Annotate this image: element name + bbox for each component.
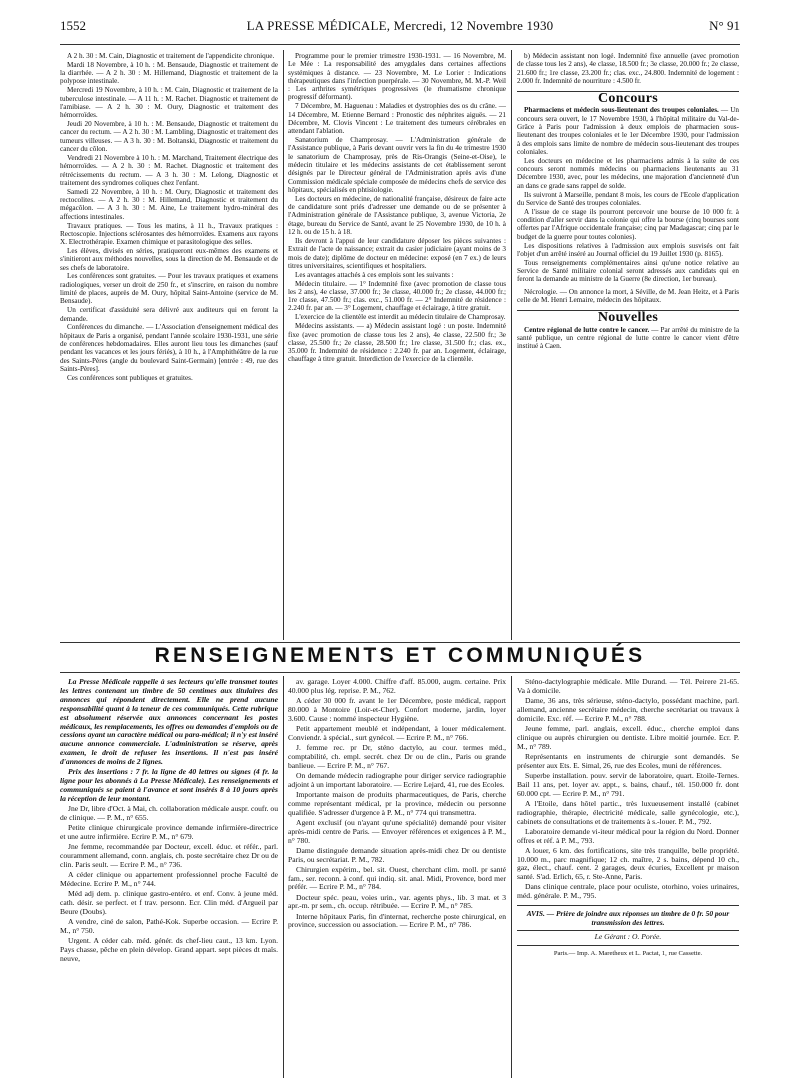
page-header (60, 18, 740, 40)
concours-paragraph: — Un concours sera ouvert, le 17 Novembre 1930, à l'hôpital militaire du Val-de-Grâce à Paris pour l'admission à deux emplois de pharmacien sous-lieutenant des troupes coloniales et le 1er Décembre 1930, pour l'admission à des emplois sans limite de nombre de médecin sous-lieutenant des troupes coloniales. (517, 106, 739, 156)
article-paragraph: Samedi 22 Novembre, à 10 h. : M. Oury, Diagnostic et traitement des rectocolites. — A 2 h. 30 : M. Hillemand, Diagnostic et traitement du mégacôlon. — A 3 h. 30 : M. Aine, Le traitement hydro-minéral des affections intestinales. (60, 187, 278, 221)
necrologie: Nécrologie. — On annonce la mort, à Séville, de M. Jean Heitz, et à Paris celle de M. Henri Lemaire, médecin des hôpitaux. (517, 287, 739, 304)
concours-paragraph: Les docteurs en médecine et les pharmaciens admis à la suite de ces concours seront nommés médecins ou pharmaciens lieutenants au 31 Décembre 1930, avec, pour les médecins, une majoration d'ancienneté d'un an dans ce grade sans rappel de solde. (517, 156, 739, 190)
concours-heading: Concours (598, 91, 658, 107)
article-paragraph: Mercredi 19 Novembre, à 10 h. : M. Cain, Diagnostic et traitement de la tuberculose intestinale. — A 11 h. : M. Rachet. Diagnostic et traitement de l'amibiase. — A 2 h. 30 : M. Oury, Diagnostic et traitement des hémorroïdes. (60, 86, 278, 120)
section-rule (517, 91, 739, 92)
classified-paragraph: Représentants en instruments de chirurgie sont demandés. Se présenter aux Ets. E. Simal, 26, rue des Ecoles, muni de références. (517, 751, 739, 770)
classified-paragraph: Interne hôpitaux Paris, fin d'internat, recherche poste chirurgical, en province, succession ou association. — Ecrire P. M., n° 786. (288, 911, 506, 930)
page-number: 1552 (60, 18, 86, 33)
column-2 (288, 52, 506, 640)
concours-subtitle: Pharmaciens et médecin sous-lieutenant des troupes coloniales. (524, 106, 719, 115)
classified-paragraph: A céder 30 000 fr. avant le 1er Décembre, poste médical, rapport 80.000 à Montoire (Loir-et-Cher). Confort moderne, jardin, loyer 3.600. Cause : nommé inspecteur Hygiène. (288, 696, 506, 723)
classified-paragraph: av. garage. Loyer 4.000. Chiffre d'aff. 85.000, augm. certaine. Prix 40.000 plus lég. reprise. P. M., 762. (288, 678, 506, 695)
classified-paragraph: Laboratoire demande vi-iteur médical pour la région du Nord. Donner offres et réf. à P. M., 793. (517, 826, 739, 845)
article-paragraph: 7 Décembre, M. Haguenau : Maladies et dystrophies des os du crâne. — 14 Décembre, M. Etienne Bernard : Pronostic des néphrites aiguës. — 21 Décembre, M. Clovis Vincent : Le traitement des tumeurs cérébrales en attendant l'ablation. (288, 102, 506, 136)
classified-paragraph: La Presse Médicale rappelle à ses lecteurs qu'elle transmet toutes les lettres contenant un timbre de 50 centimes aux titulaires des annonces qui répondent directement. Elle ne prend aucune responsabilité quant à la teneur de ces communiqués. Cette rubrique est absolument réservée aux annonces concernant les postes médicaux, les remplacements, les offres ou demandes d'emplois ou de cessions ayant un caractère médical ou para-médical; il n'y est inséré aucune annonce commerciale. L'administration se réserve, après examen, le droit de refuser les insertions. Il n'est pas inséré d'annonces de moins de 2 lignes. (60, 678, 278, 767)
concours-paragraph: A l'issue de ce stage ils pourront percevoir une bourse de 10 000 fr. à condition d'aller servir dans la colonie qui offre la bourse (cinq bourses sont offertes par l'Afrique occidentale française; cinq par Madagascar; cinq par le budget de la guerre pour toutes colonies). (517, 207, 739, 241)
article-paragraph: Les avantages attachés à ces emplois sont les suivants : (295, 270, 454, 279)
column-3 (517, 52, 739, 640)
classified-paragraph: Urgent. A céder cab. méd. génér. ds chef-lieu caut., 13 km. Lyon. Pays chasse, pêche en plein dévelop. Grand appart. sept pièces dt maïs. neuve, (60, 935, 278, 963)
header-rule (60, 44, 740, 45)
nouvelles-heading: Nouvelles (597, 310, 659, 326)
concours-paragraph: Ils suivront à Marseille, pendant 8 mois, les cours de l'Ecole d'application du Service de Santé des troupes coloniales. (517, 190, 739, 207)
column-divider (511, 676, 512, 1078)
article-paragraph: Les conférences sont gratuites. — Pour les travaux pratiques et examens radiologiques, verser un droit de 250 fr., et s'inscrire, en raison du nombre limité de places, auprès de M. Oury, hôpital Saint-Antoine (service de M. Bensaude). (60, 272, 278, 306)
article-paragraph: Ces conférences sont publiques et gratuites. (67, 373, 193, 382)
classified-paragraph: Superbe installation. pouv. servir de laboratoire, quart. Etoile-Ternes. Bail 11 ans, pet. loyer av. appt., s. bains, chauf., tél. 150.000 fr. dont 60.000 cpt. — Ecrire P. M., n° 791. (517, 770, 739, 798)
classified-paragraph: Jeune femme, parl. anglais, excell. éduc., cherche emploi dans clinique ou auprès chirurgien ou dentiste. Libre moitié journée. Ecr. P. M., n° 789. (517, 723, 739, 751)
section-rule (517, 310, 739, 311)
article-paragraph: Jeudi 20 Novembre, à 10 h. : M. Bensaude, Diagnostic et traitement du cancer du rectum. — A 2 h. 30 : M. Lambling, Diagnostic et traitement des tumeurs villeuses. — A 3 h. 30 : M. Boltanski, Diagnostic et traitement du cancer du côlon. (60, 120, 278, 154)
article-paragraph: L'exercice de la clientèle est interdit au médecin titulaire de Champrosay. (295, 313, 506, 322)
column-divider (283, 676, 284, 1078)
avis-notice: AVIS. — Prière de joindre aux réponses un timbre de 0 fr. 50 pour transmission des lettres. (526, 909, 730, 928)
nouvelles-subtitle: Centre régional de lutte contre le cancer. (524, 325, 650, 334)
classifieds-column-2 (288, 678, 506, 1078)
concours-paragraph: Les dispositions relatives à l'admission aux emplois susvisés ont fait l'objet d'un arrêté inséré au Journal officiel du 19 Juillet 1930 (p. 8165). (517, 241, 739, 258)
journal-title: LA PRESSE MÉDICALE, Mercredi, 12 Novembre 1930 (246, 18, 554, 33)
section-rule (60, 672, 740, 673)
classified-paragraph: J. femme rec. pr Dr, sténo dactylo, au cour. termes méd., comptabilité, ch. empl. secrét. chez Dr ou de clin., Paris ou grande banlieue. — Ecrire P. M., n° 767. (288, 742, 506, 770)
classified-paragraph: Chirurgien expérim., bel. sit. Ouest, cherchant clim. moll. pr santé fam., ser. reconn. à conf. qui indiq. sit. anal. Midi, Provence, bord mer préfér. — Ecrire P. M., n° 784. (288, 864, 506, 892)
article-paragraph: Médecin titulaire. — 1° Indemnité fixe (avec promotion de classe tous les 2 ans), 4e classe, 37.000 fr.; 3e classe, 40.000 fr.; 2e classe, 44.000 fr.; 1re classe, 47.500 fr.; clas. exc., 51.000 fr. — 2° Indemnité de résidence : 2.240 fr. par an. — 3° Logement, chauffage et éclairage, à titre gratuit. (288, 279, 506, 313)
concours-paragraph: Tous renseignements complémentaires ainsi qu'une notice relative au Service de Santé militaire colonial seront adressés aux candidats qui en feront la demande au ministre de la Guerre (8e direction, 1er bureau). (517, 258, 739, 284)
article-paragraph: Mardi 18 Novembre, à 10 h. : M. Bensaude, Diagnostic et traitement de la diarrhée. — A 2 h. 30 : M. Hillemand, Diagnostic et traitement de la polypose intestinale. (60, 60, 278, 86)
section-rule (517, 930, 739, 931)
classifieds-column-1 (60, 678, 278, 1078)
classified-paragraph: Importante maison de produits pharmaceutiques, de Paris, cherche comme représentant médical, pr la province, médecin ou personne qualifiée. S'adresser d'urgence à P. M., n° 774 qui transmettra. (288, 789, 506, 817)
classified-paragraph: On demande médecin radiographe pour diriger service radiographie adjoint à un important laboratoire. — Ecrire Lejard, 41, rue des Ecoles. (288, 770, 506, 789)
article-paragraph: Sanatorium de Champrosay. — L'Administration générale de l'Assistance publique, à Paris devant ouvrir vers la fin du 4e trimestre 1930 le sanatorium de Champrosay, près de Ris-Orangis (Seine-et-Oise), le médecin titulaire et les médecins assistants de cet établissement seront désignés par le Directeur général de l'Administration après avis d'une Commission médicale spéciale composée de médecins chefs de service des hôpitaux, spécialisés en phtisiologie. (288, 136, 506, 194)
article-paragraph: Vendredi 21 Novembre à 10 h. : M. Marchand, Traitement électrique des hémorroïdes. — A 2 h. 30 : M. Rachet. Diagnostic et traitement des rétrécissements du rectum. — A 3 h. 30 : M. Lelong, Diagnostic et traitement des syndromes coliques chez l'enfant. (60, 153, 278, 187)
article-paragraph: Travaux pratiques. — Tous les matins, à 11 h., Travaux pratiques : Rectoscopie. Injections sclérosantes des hémorroïdes. Examens aux rayons X. Electrothérapie. Examen chimique et parasitologique des selles. (60, 221, 278, 247)
article-paragraph: Les docteurs en médecine, de nationalité française, désireux de faire acte de candidature sont priés d'adresser une demande ou de se présenter à l'Administration générale de l'Assistance publique, 3, avenue Victoria, 2e étage, bureau du Service de Santé, avant le 25 Novembre 1930, de 10 h. à 12 h. ou de 15 h. à 18. (288, 194, 506, 237)
classified-paragraph: Dame, 36 ans, très sérieuse, sténo-dactylo, possédant machine, parl. allemand, ancienne secrétaire médecin, cherche secrétariat ou travaux à domicile. Exc. réf. — Ecrire P. M., n° 788. (517, 696, 739, 723)
section-rule (517, 945, 739, 946)
classifieds-column-3 (517, 678, 739, 1078)
classified-paragraph: Dame distinguée demande situation après-midi chez Dr ou dentiste Paris, ou secrétariat. P. M., 782. (288, 845, 506, 864)
article-paragraph: Un certificat d'assiduité sera délivré aux auditeurs qui en feront la demande. (60, 306, 278, 323)
classified-paragraph: Petite clinique chirurgicale province demande infirmière-directrice et une autre infirmière. Ecrire P. M., n° 679. (60, 823, 278, 841)
nouvelles-body: — Par arrêté du ministre de la santé publique, un centre régional de lutte contre le cancer vient d'être institué à Caen. (517, 325, 739, 351)
section-rule (517, 905, 739, 906)
article-paragraph: A 2 h. 30 : M. Cain, Diagnostic et traitement de l'appendicite chronique. (67, 52, 275, 60)
article-paragraph: Ils devront à l'appui de leur candidature déposer les pièces suivantes : Extrait de l'acte de naissance; extrait du casier judiciaire (ayant moins de 3 mois de date); diplôme de docteur en médecine: exposé (en 7 ex.) de leurs titres universitaires, scientifiques et hospitaliers. (288, 236, 506, 270)
column-divider (511, 50, 512, 640)
classified-paragraph: Méd adj dem. p. clinique gastro-entéro. et enf. Conv. à jeune méd. cath. désir. se perfect. et f trav. personn. Ecr. Clin méd. d'Argueil par Beure (Doubs). (60, 888, 278, 916)
classified-paragraph: A l'Etoile, dans hôtel partic., très luxueusement installé (cabinet radiographie, thérapie, électricité médicale, salle gynécologie, etc.), cabinets de consultations et de traitements à s.-louer. P. M., 792. (517, 798, 739, 826)
issue-number: N° 91 (709, 18, 740, 33)
classified-paragraph: Jne femme, recommandée par Docteur, excell. éduc. et référ., parl. couramment allemand, conn. anglais, ch. poste secrétaire chez Dr ou de clin. Paris seult. — Ecrire P. M., n° 736. (60, 842, 278, 869)
classified-paragraph: A céder clinique ou appartement professionnel proche Faculté de Médecine. Ecrire P. M., n° 744. (60, 869, 278, 888)
classified-paragraph: Sténo-dactylographie médicale. Mlle Durand. — Tél. Peirere 21-65. Va à domicile. (517, 678, 739, 695)
article-paragraph: Conférences du dimanche. — L'Association d'enseignement médical des hôpitaux de Paris a organisé, pendant l'année scolaire 1930-1931, une série de conférences hebdomadaires. Elles auront lieu tous les dimanches (sauf pendant les vacances et les jours fériés), à 10 h., à l'Amphithéâtre de la rue des Saints-Pères (angle du boulevard Saint-Germain) [entrée : 49, rue des Saints-Pères]. (60, 323, 278, 373)
printer-line: Paris.— Imp. A. Maretheux et L. Pactat, 1, rue Cassette. (553, 950, 703, 958)
article-paragraph: Médecins assistants. — a) Médecin assistant logé : un poste. Indemnité fixe (avec promotion de classe tous les 2 ans), 4e classe, 22.500 fr.; 3e classe, 25.500 fr.; 2e classe, 28.500 fr.; 1re classe, 31.500 fr.; clas. ex., 35.000 fr. Indemnité de résidence : 2.240 fr. par an. Logement, éclairage, chauffage à titre gratuit. Interdiction de l'exercice de la clientèle. (288, 322, 506, 364)
article-paragraph: Programme pour le premier trimestre 1930-1931. — 16 Novembre, M. Le Mée : La responsabilité des amygdales dans certaines affections systémiques à distance. — 23 Novembre, M. Le Lorier : Indications thérapeutiques dans l'infection puerpérale. — 30 Novembre, M. M.-P. Weil : Les arthrites symétriques progressives (le rhumatisme chronique progressif déformant). (288, 52, 506, 102)
article-paragraph: Les élèves, divisés en séries, pratiqueront eux-mêmes des examens et s'initieront aux méthodes nouvelles, sous la direction de M. Bensaude et de ses chefs de laboratoire. (60, 246, 278, 272)
classified-paragraph: Petit appartement meublé et indépendant, à louer médicalement. Conviendr. à spécial., surt gynécol. — Ecrire P. M., n° 766. (288, 723, 506, 742)
section-banner: RENSEIGNEMENTS ET COMMUNIQUÉS (154, 644, 646, 667)
classified-paragraph: Prix des insertions : 7 fr. la ligne de 40 lettres ou signes (4 fr. la ligne pour les abonnés à La Presse Médicale). Les renseignements et communiqués se paient à l'avance et sont insérés 8 à 10 jours après la réception de leur montant. (60, 767, 278, 803)
article-paragraph: b) Médecin assistant non logé. Indemnité fixe annuelle (avec promotion de classe tous les 2 ans), 4e classe, 18.500 fr.; 3e classe, 20.000 fr.; 2e classe, 21.600 fr.; 1re classe, 23.200 fr.; clas. exc., 24.800. Indemnité de logement : 2.000 fr. Indemnité de nourriture : 4.500 fr. (517, 52, 739, 85)
classified-paragraph: Agent exclusif (ou n'ayant qu'une spécialité) demandé pour visiter après-midi centre de Paris. — Envoyer références et exigences à P. M., n° 780. (288, 817, 506, 845)
classified-paragraph: A louer, 6 km. des fortifications, site très tranquille, belle propriété. 10.000 m., parc magnifique; 12 ch. maître, 2 s. bains, dépend 10 ch., gaz, élect., chauf. cent. 2 garages, deux écuries, Excellent pr maison santé. S'ad. Erlich, 65, r. Ste-Anne, Paris. (517, 845, 739, 882)
classified-paragraph: Jne Dr, libre d'Oct. à Mai, ch. collaboration médicale auspr. coufr. ou de clinique. — P. M., n° 655. (60, 804, 278, 822)
gerant-signature: Le Gérant : O. Porée. (594, 932, 662, 942)
column-1 (60, 52, 278, 640)
classified-paragraph: Docteur spéc. peau, voies urin., var. agents phys., lib. 3 mat. et 3 apr.-m. pr sem., ch. occup. rétribuée. — Ecrire P. M., n° 785. (288, 892, 506, 911)
classified-paragraph: Dans clinique centrale, place pour oculiste, otorhino, voies urinaires, méd. générale. P. M., 795. (517, 882, 739, 901)
column-divider (283, 50, 284, 640)
classified-paragraph: A vendre, ciné de salon, Pathé-Kok. Superbe occasion. — Ecrire P. M., n° 750. (60, 916, 278, 935)
